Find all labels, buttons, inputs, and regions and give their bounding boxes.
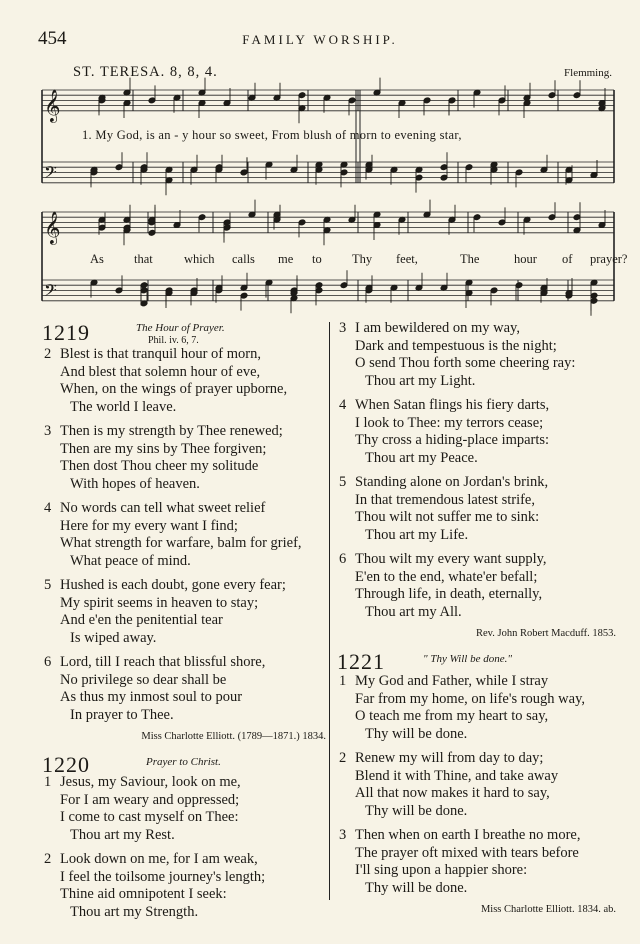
verse-text: What strength for warfare, balm for grief, bbox=[60, 535, 302, 551]
verse-line bbox=[333, 474, 618, 492]
verse-text: My spirit seems in heaven to stay; bbox=[60, 594, 259, 611]
verse-line bbox=[333, 551, 618, 569]
running-head: FAMILY WORSHIP. bbox=[242, 32, 398, 47]
verse-line bbox=[38, 869, 328, 887]
verse-text: Then dost Thou cheer my solitude bbox=[60, 458, 259, 474]
verse-line bbox=[38, 827, 328, 845]
stanza-number: 2 bbox=[44, 346, 52, 362]
verse-line bbox=[38, 904, 328, 922]
verse-text: My God and Father, while I stray bbox=[355, 673, 549, 689]
verse-line bbox=[38, 886, 328, 904]
verse-text: Renew my will from day to day; bbox=[355, 750, 544, 766]
verse-text: Thine aid omnipotent I seek: bbox=[60, 886, 227, 902]
verse-text: Dark and tempestuous is the night; bbox=[355, 337, 557, 354]
verse-line bbox=[38, 458, 328, 476]
verse-text: I look to Thee: my terrors cease; bbox=[355, 414, 544, 431]
stanza-number: 4 bbox=[44, 500, 52, 516]
verse-text: I feel the toilsome journey's length; bbox=[60, 868, 266, 885]
hymn-attribution: Rev. John Robert Macduff. 1853. bbox=[476, 628, 616, 639]
verse-text: Blest is that tranquil hour of morn, bbox=[60, 346, 261, 362]
verse-text: Thy cross a hiding-place imparts: bbox=[355, 432, 550, 448]
verse-line bbox=[333, 708, 618, 726]
verse-line bbox=[333, 880, 618, 898]
bass-clef: 𝄢 bbox=[44, 279, 57, 304]
verse-text: Through life, in death, eternally, bbox=[355, 586, 543, 602]
treble-clef: 𝄞 bbox=[44, 88, 61, 122]
stanza-number: 3 bbox=[339, 320, 347, 336]
lyric-word: As bbox=[90, 252, 104, 266]
lyric-word: prayer? bbox=[590, 252, 628, 266]
verse-line bbox=[38, 612, 328, 630]
stanza bbox=[333, 750, 618, 820]
verse-text: Then are my sins by Thee forgiven; bbox=[60, 440, 267, 457]
verse-line bbox=[38, 595, 328, 613]
lyrics-line-2 bbox=[90, 252, 628, 266]
stanza-number: 2 bbox=[44, 851, 52, 867]
hymn-attribution: Miss Charlotte Elliott. (1789—1871.) 1834. bbox=[141, 731, 326, 742]
stanza bbox=[333, 397, 618, 467]
verse-line bbox=[38, 381, 328, 399]
lyric-word: of bbox=[562, 252, 573, 266]
verse-text: Jesus, my Saviour, look on me, bbox=[60, 774, 241, 790]
hymn-title: The Hour of Prayer. bbox=[136, 322, 225, 334]
verse-line bbox=[38, 399, 328, 417]
verse-line bbox=[333, 338, 618, 356]
verse-line bbox=[333, 492, 618, 510]
verse-line bbox=[333, 450, 618, 468]
verse-text: Thy will be done. bbox=[365, 725, 468, 742]
verse-text: The world I leave. bbox=[70, 398, 177, 415]
hymn-1220 bbox=[38, 752, 328, 921]
verse-text: Here for my every want I find; bbox=[60, 517, 238, 534]
verse-text: And blest that solemn hour of eve, bbox=[60, 363, 261, 380]
stanza bbox=[38, 774, 328, 844]
verse-line bbox=[38, 364, 328, 382]
hymn-number: 1221 bbox=[337, 649, 385, 674]
verse-line bbox=[38, 535, 328, 553]
stanza-number: 5 bbox=[339, 474, 347, 490]
verse-line bbox=[38, 346, 328, 364]
verse-text: Far from my home, on life's rough way, bbox=[355, 690, 586, 707]
verse-line bbox=[38, 672, 328, 690]
verse-line bbox=[333, 320, 618, 338]
verse-line bbox=[38, 630, 328, 648]
bar-lines bbox=[42, 90, 614, 301]
verse-text: Lord, till I reach that blissful shore, bbox=[60, 654, 266, 670]
right-column bbox=[333, 320, 618, 925]
stanza-number: 6 bbox=[44, 654, 52, 670]
verse-line bbox=[38, 423, 328, 441]
verse-line bbox=[333, 527, 618, 545]
stanza bbox=[38, 851, 328, 921]
verse-text: With hopes of heaven. bbox=[70, 475, 200, 492]
verse-text: Then is my strength by Thee renewed; bbox=[60, 423, 283, 439]
verse-line bbox=[38, 500, 328, 518]
verse-line bbox=[333, 355, 618, 373]
verse-text: No privilege so dear shall be bbox=[60, 671, 227, 688]
verse-line bbox=[333, 569, 618, 587]
lyrics-line-1: 1. My God, is an - y hour so sweet, From blush of morn to evening star, bbox=[82, 128, 462, 142]
music-score bbox=[38, 82, 628, 304]
lyric-word: Thy bbox=[352, 252, 373, 266]
verse-line bbox=[333, 785, 618, 803]
verse-text: Blend it with Thine, and take away bbox=[355, 767, 559, 784]
lyric-word: which bbox=[184, 252, 215, 266]
verse-line bbox=[333, 726, 618, 744]
lyric-word: calls bbox=[232, 252, 255, 266]
verse-text: No words can tell what sweet relief bbox=[60, 500, 266, 516]
verse-text: Look down on me, for I am weak, bbox=[60, 851, 258, 867]
verse-line bbox=[333, 673, 618, 691]
verse-text: Hushed is each doubt, gone every fear; bbox=[60, 577, 286, 593]
treble-clef: 𝄞 bbox=[44, 210, 61, 244]
verse-text: For I am weary and oppressed; bbox=[60, 791, 240, 808]
stanza bbox=[333, 474, 618, 544]
verse-text: When Satan flings his fiery darts, bbox=[355, 397, 550, 413]
verse-line bbox=[333, 397, 618, 415]
verse-text: When, on the wings of prayer upborne, bbox=[60, 381, 288, 397]
bass-clef: 𝄢 bbox=[44, 161, 57, 186]
verse-text: Standing alone on Jordan's brink, bbox=[355, 474, 549, 490]
verse-text: E'en to the end, whate'er befall; bbox=[355, 568, 538, 585]
stanza-number: 3 bbox=[339, 827, 347, 843]
hymn-1221 bbox=[333, 649, 618, 915]
verse-line bbox=[333, 845, 618, 863]
verse-text: Is wiped away. bbox=[70, 629, 157, 646]
verse-text: In prayer to Thee. bbox=[70, 706, 174, 723]
verse-line bbox=[333, 768, 618, 786]
verse-line bbox=[333, 415, 618, 433]
verse-line bbox=[333, 827, 618, 845]
hymn-title: " Thy Will be done." bbox=[423, 653, 512, 665]
verse-text: I am bewildered on my way, bbox=[355, 320, 520, 336]
lyric-word: hour bbox=[514, 252, 537, 266]
stanza bbox=[333, 320, 618, 390]
stanza bbox=[333, 827, 618, 897]
hymn-attribution: Miss Charlotte Elliott. 1834. ab. bbox=[480, 904, 616, 915]
verse-text: Thou wilt not suffer me to sink: bbox=[355, 509, 540, 525]
hymn-number: 1219 bbox=[42, 320, 90, 345]
verse-line bbox=[38, 476, 328, 494]
verse-line bbox=[333, 586, 618, 604]
verse-line bbox=[38, 654, 328, 672]
lyric-word: The bbox=[460, 252, 480, 266]
scripture-reference: Phil. iv. 6, 7. bbox=[148, 335, 199, 346]
verse-text: Thou art my Peace. bbox=[365, 449, 478, 466]
verse-text: O teach me from my heart to say, bbox=[355, 708, 549, 724]
verse-line bbox=[333, 604, 618, 622]
lyric-word: feet, bbox=[396, 252, 418, 266]
stanza-number: 1 bbox=[339, 673, 347, 689]
verse-text: The prayer oft mixed with tears before bbox=[355, 844, 579, 861]
left-column bbox=[38, 320, 328, 928]
hymn-number: 1220 bbox=[42, 752, 90, 777]
verse-text: As thus my inmost soul to pour bbox=[60, 689, 243, 705]
stanza-number: 5 bbox=[44, 577, 52, 593]
stanza-number: 3 bbox=[44, 423, 52, 439]
verse-line bbox=[333, 691, 618, 709]
stanza-number: 2 bbox=[339, 750, 347, 766]
verse-text: I come to cast myself on Thee: bbox=[60, 809, 239, 825]
verse-text: Thou art my All. bbox=[365, 603, 462, 620]
verse-text: What peace of mind. bbox=[70, 552, 191, 569]
verse-line bbox=[333, 750, 618, 768]
verse-line bbox=[333, 803, 618, 821]
verse-line bbox=[38, 707, 328, 725]
verse-text: O send Thou forth some cheering ray: bbox=[355, 355, 576, 371]
verse-text: Thy will be done. bbox=[365, 802, 468, 819]
tune-composer: Flemming. bbox=[564, 67, 612, 79]
verse-text: Thou art my Strength. bbox=[70, 903, 199, 920]
verse-text: Thou wilt my every want supply, bbox=[355, 551, 547, 567]
verse-line bbox=[38, 518, 328, 536]
hymn-1219 bbox=[38, 320, 328, 742]
verse-text: Thy will be done. bbox=[365, 879, 468, 896]
staff-lines bbox=[42, 90, 614, 301]
verse-line bbox=[38, 792, 328, 810]
verse-text: Thou art my Life. bbox=[365, 526, 469, 543]
stanza bbox=[38, 500, 328, 570]
column-divider bbox=[329, 322, 330, 900]
clefs bbox=[44, 89, 61, 304]
verse-line bbox=[38, 553, 328, 571]
verse-line bbox=[38, 851, 328, 869]
verse-line bbox=[333, 509, 618, 527]
stanza-number: 4 bbox=[339, 397, 347, 413]
lyric-word: that bbox=[134, 252, 153, 266]
verse-text: Thou art my Light. bbox=[365, 372, 476, 389]
verse-line bbox=[38, 441, 328, 459]
verse-text: I'll sing upon a happier shore: bbox=[355, 862, 528, 878]
verse-line bbox=[333, 432, 618, 450]
lyric-word: to bbox=[312, 252, 322, 266]
stanza bbox=[333, 551, 618, 621]
verse-text: And e'en the penitential tear bbox=[60, 612, 223, 628]
verse-line bbox=[333, 373, 618, 391]
page-number: 454 bbox=[38, 28, 67, 49]
tune-name: ST. TERESA. 8, 8, 4. bbox=[73, 64, 218, 80]
hymn-title: Prayer to Christ. bbox=[146, 756, 221, 768]
verse-text: All that now makes it hard to say, bbox=[355, 785, 550, 801]
stanza-number: 6 bbox=[339, 551, 347, 567]
stanza bbox=[38, 423, 328, 493]
stanza bbox=[38, 346, 328, 416]
verse-line bbox=[38, 809, 328, 827]
verse-text: Then when on earth I breathe no more, bbox=[355, 827, 581, 843]
verse-text: In that tremendous latest strife, bbox=[355, 491, 535, 508]
verse-text: Thou art my Rest. bbox=[70, 826, 175, 843]
lyric-word: me bbox=[278, 252, 294, 266]
stanza-number: 1 bbox=[44, 774, 52, 790]
stanza bbox=[38, 577, 328, 647]
stanza bbox=[38, 654, 328, 724]
verse-line bbox=[38, 689, 328, 707]
stanza bbox=[333, 673, 618, 743]
verse-line bbox=[38, 577, 328, 595]
verse-line bbox=[333, 862, 618, 880]
